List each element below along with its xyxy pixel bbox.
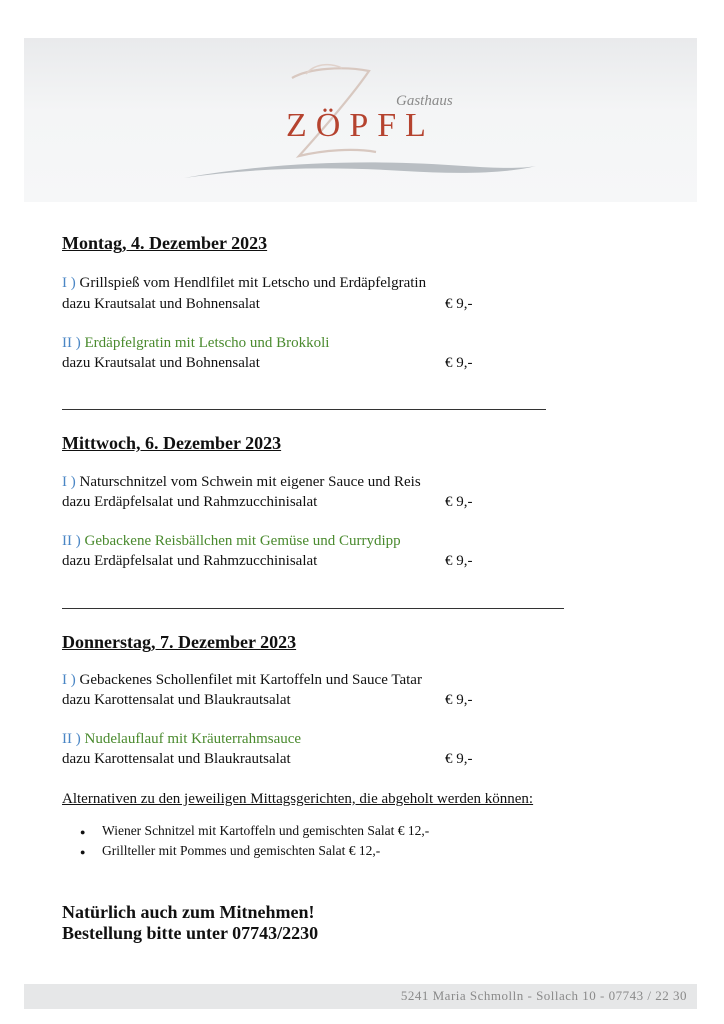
dish-name: Nudelauflauf mit Kräuterrahmsauce — [84, 731, 302, 747]
dish-side: dazu Krautsalat und Bohnensalat — [62, 296, 260, 312]
alternative-item: ● Wiener Schnitzel mit Kartoffeln und gemischten Salat € 12,- — [102, 823, 429, 839]
dish-name: Gebackene Reisbällchen mit Gemüse und Currydipp — [84, 533, 401, 549]
dish-price: € 9,- — [445, 494, 473, 510]
logo-name-text: ZÖPFL — [286, 107, 435, 144]
dish-side: dazu Erdäpfelsalat und Rahmzucchinisalat — [62, 553, 318, 569]
dish-name: Erdäpfelgratin mit Letscho und Brokkoli — [84, 335, 330, 351]
order-phone-note: Bestellung bitte unter 07743/2230 — [62, 923, 319, 943]
footer-address: 5241 Maria Schmolln - Sollach 10 - 07743 / 22 30 — [400, 988, 687, 1003]
dish-side: dazu Karottensalat und Blaukrautsalat — [62, 751, 291, 767]
dish-side: dazu Krautsalat und Bohnensalat — [62, 355, 260, 371]
alternatives-title: Alternativen zu den jeweiligen Mittagsgerichten, die abgeholt werden können: — [62, 791, 534, 807]
dish-name-line — [62, 275, 426, 292]
dish-price: € 9,- — [445, 751, 473, 767]
alternative-item: ● Grillteller mit Pommes und gemischten Salat € 12,- — [102, 843, 380, 859]
dish-price: € 9,- — [445, 296, 473, 312]
gasthaus-zoepfl-logo — [24, 38, 697, 202]
dish-name-line — [62, 731, 301, 748]
day-title-monday: Montag, 4. Dezember 2023 — [62, 233, 268, 253]
dish-price: € 9,- — [445, 553, 473, 569]
dish-number: I ) — [62, 474, 76, 490]
logo-gasthaus-text: Gasthaus — [396, 93, 453, 109]
dish-side: dazu Erdäpfelsalat und Rahmzucchinisalat — [62, 494, 318, 510]
takeaway-note: Natürlich auch zum Mitnehmen! — [62, 902, 315, 922]
dish-number: I ) — [62, 672, 76, 688]
logo-swoosh — [184, 162, 536, 178]
dish-price: € 9,- — [445, 355, 473, 371]
day-title-thursday: Donnerstag, 7. Dezember 2023 — [62, 632, 297, 652]
header-banner — [24, 38, 697, 202]
dish-name: Gebackenes Schollenfilet mit Kartoffeln und Sauce Tatar — [79, 672, 422, 688]
dish-name: Grillspieß vom Hendlfilet mit Letscho und Erdäpfelgratin — [79, 275, 427, 291]
dish-name-line — [62, 672, 422, 689]
dish-number: II ) — [62, 731, 81, 747]
separator-line — [62, 409, 546, 410]
dish-name-line — [62, 335, 329, 352]
dish-price: € 9,- — [445, 692, 473, 708]
dish-number: I ) — [62, 275, 76, 291]
separator-line — [62, 608, 564, 609]
dish-name-line — [62, 474, 421, 491]
dish-name: Naturschnitzel vom Schwein mit eigener Sauce und Reis — [79, 474, 421, 490]
dish-number: II ) — [62, 335, 81, 351]
day-title-wednesday: Mittwoch, 6. Dezember 2023 — [62, 433, 282, 453]
dish-number: II ) — [62, 533, 81, 549]
dish-name-line — [62, 533, 401, 550]
dish-side: dazu Karottensalat und Blaukrautsalat — [62, 692, 291, 708]
footer-bar — [24, 984, 697, 1009]
